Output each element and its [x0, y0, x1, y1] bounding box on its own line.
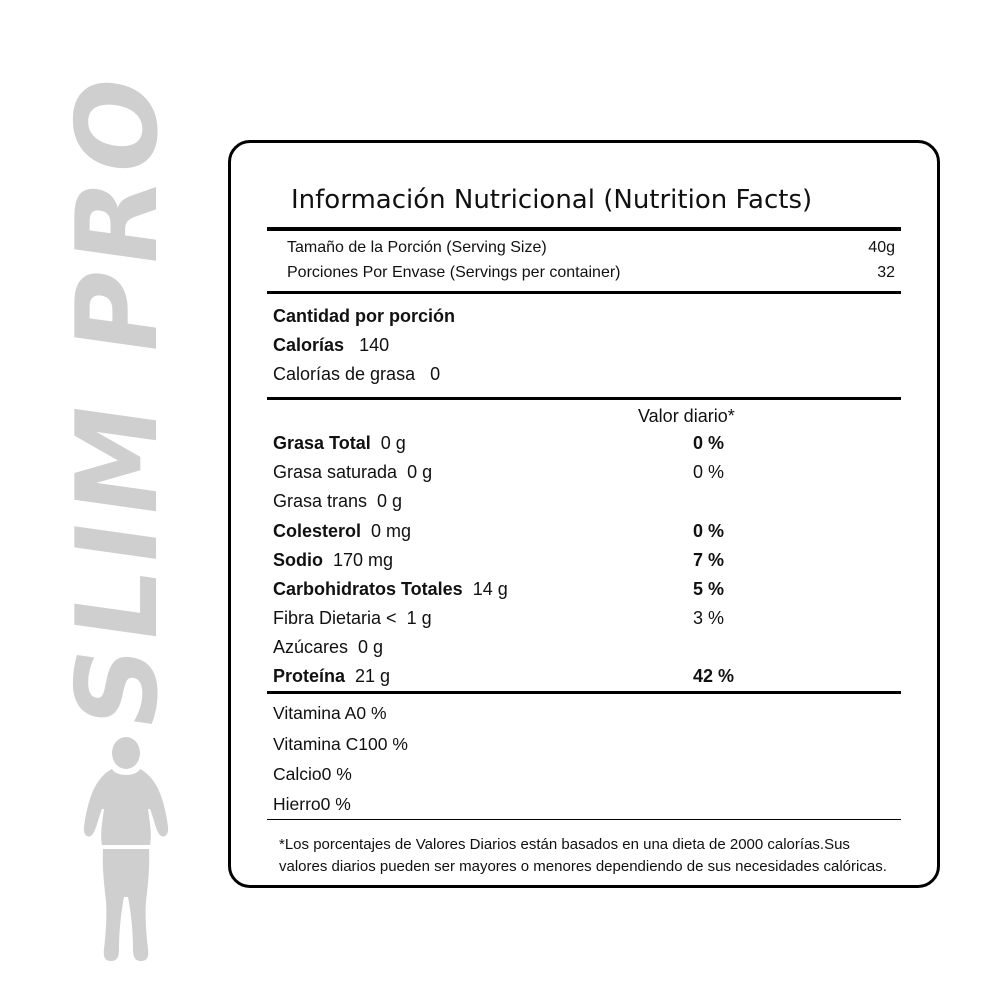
nutrient-daily-value: 7 % — [693, 549, 725, 570]
nutrient-name: Grasa trans — [273, 491, 368, 512]
daily-value-header-row — [263, 400, 905, 429]
vitamin-row — [263, 759, 905, 789]
nutrient-name: Fibra Dietaria < — [273, 608, 397, 628]
calories-from-fat-label: Calorías de grasa — [273, 363, 416, 384]
vitamin-row — [263, 698, 905, 728]
footnote-text: *Los porcentajes de Valores Diarios están basados en una dieta de 2000 calorías.Sus valores diarios pueden ser mayores o menores dependiendo de sus necesidades calóricas. — [279, 835, 887, 875]
nutrition-facts-panel — [228, 140, 940, 888]
vitamin-daily-value: 0 % — [320, 793, 351, 814]
nutrient-name: Azúcares — [273, 637, 349, 658]
servings-per-container-label: Porciones Por Envase (Servings per container) — [287, 263, 621, 281]
calories-row — [263, 331, 905, 360]
serving-size-label: Tamaño de la Porción (Serving Size) — [287, 239, 547, 256]
nutrient-daily-value: 3 % — [693, 608, 725, 628]
nutrient-row — [263, 458, 905, 487]
nutrient-name: Grasa saturada — [273, 462, 398, 483]
nutrient-daily-value: 42 % — [693, 666, 735, 687]
nutrient-amount: 0 g — [407, 462, 433, 483]
brand-name-text: SLIM PRO — [53, 63, 183, 738]
nutrient-name: Grasa Total — [273, 433, 371, 454]
vitamin-daily-value: 0 % — [321, 763, 352, 784]
calories-from-fat-value: 0 — [430, 363, 441, 384]
calories-value: 140 — [359, 334, 390, 355]
nutrient-row — [263, 517, 905, 546]
calories-label: Calorías — [273, 334, 345, 355]
nutrient-name: Colesterol — [273, 520, 362, 541]
nutrient-daily-value: 0 % — [693, 433, 725, 454]
nutrient-name: Carbohidratos Totales — [273, 578, 463, 599]
nutrient-daily-value: 0 % — [693, 462, 725, 483]
serving-size-row — [263, 236, 905, 261]
vitamin-name: Calcio — [273, 763, 322, 784]
nutrient-amount: 21 g — [355, 666, 391, 687]
nutrient-list — [263, 429, 905, 691]
nutrient-amount: 0 g — [380, 433, 406, 454]
nutrient-daily-value: 0 % — [693, 520, 725, 541]
nutrient-row — [263, 633, 905, 662]
nutrient-row — [263, 546, 905, 575]
nutrient-name: Sodio — [273, 549, 323, 570]
nutrient-amount: 1 g — [406, 608, 432, 628]
nutrient-name: Proteína — [273, 666, 346, 687]
bodybuilder-silhouette-icon — [78, 735, 174, 965]
nutrient-row — [263, 604, 905, 633]
nutrient-amount: 0 g — [358, 637, 384, 658]
vitamin-name: Vitamina A — [273, 703, 357, 724]
serving-info-block — [263, 231, 905, 291]
vitamin-row — [263, 789, 905, 819]
nutrient-row — [263, 662, 905, 691]
servings-per-container-row — [263, 261, 905, 286]
vitamin-daily-value: 0 % — [356, 703, 387, 724]
amount-per-serving-block — [263, 294, 905, 397]
vitamin-list — [263, 694, 905, 818]
brand-watermark — [0, 0, 230, 1000]
panel-title: Información Nutricional (Nutrition Facts) — [291, 185, 813, 215]
brand-wordmark — [10, 30, 220, 738]
nutrient-amount: 14 g — [472, 578, 508, 599]
nutrient-row — [263, 487, 905, 516]
vitamin-name: Hierro — [273, 793, 321, 814]
calories-from-fat-row — [263, 360, 905, 389]
daily-value-label: Valor diario* — [638, 406, 735, 427]
amount-per-serving-label: Cantidad por porción — [273, 305, 455, 326]
serving-size-value: 40g — [868, 239, 895, 256]
nutrient-row — [263, 575, 905, 604]
nutrient-daily-value: 5 % — [693, 578, 725, 599]
nutrient-row — [263, 429, 905, 458]
nutrient-amount: 0 g — [377, 491, 403, 512]
vitamin-row — [263, 729, 905, 759]
servings-per-container-value: 32 — [877, 263, 895, 281]
vitamin-daily-value: 100 % — [358, 733, 408, 754]
nutrient-amount: 0 mg — [371, 520, 412, 541]
nutrient-amount: 170 mg — [333, 549, 394, 570]
vitamin-name: Vitamina C — [273, 733, 359, 754]
amount-per-serving-heading — [263, 302, 905, 331]
